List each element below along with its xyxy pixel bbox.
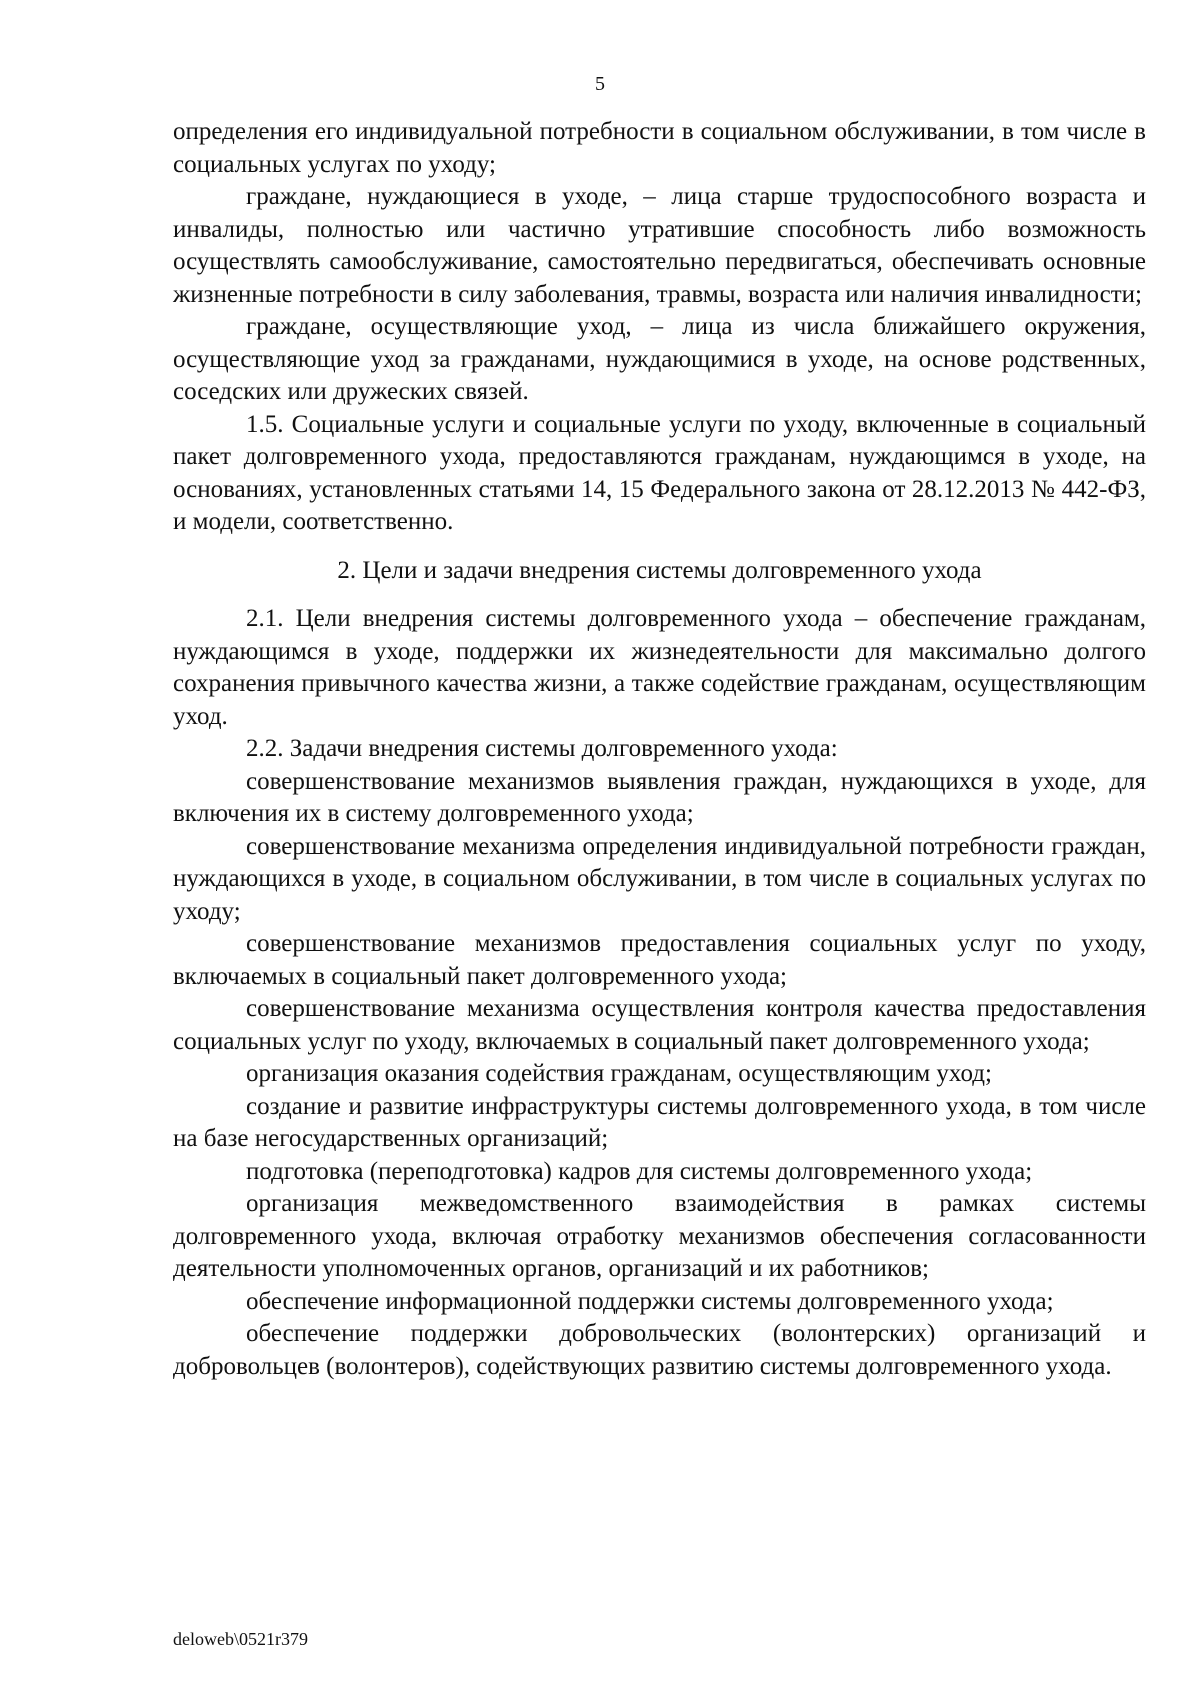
list-item: совершенствование механизмов предоставления социальных услуг по уходу, включаемых в социальный пакет долговременного ухода;: [173, 930, 1146, 990]
section-heading: 2. Цели и задачи внедрения системы долговременного ухода: [337, 556, 982, 584]
list-item: обеспечение поддержки добровольческих (волонтерских) организаций и добровольцев (волонтеров), содействующих развитию системы долговременного ухода.: [173, 1320, 1146, 1380]
list-item: совершенствование механизма осуществления контроля качества предоставления социальных услуг по уходу, включаемых в социальный пакет долговременного ухода;: [173, 995, 1146, 1055]
document-footer-code: deloweb\0521r379: [173, 1629, 308, 1649]
paragraph: 1.5. Социальные услуги и социальные услуги по уходу, включенные в социальный пакет долговременного ухода, предоставляются гражданам, нуждающимся в уходе, на основаниях, установленных статьями 14, 15 Федерального закона от 28.12.2013 № 442-ФЗ, и модели, соответственно.: [173, 410, 1146, 535]
paragraph: определения его индивидуальной потребности в социальном обслуживании, в том числе в социальных услугах по уходу;: [173, 118, 1146, 178]
paragraph: 2.1. Цели внедрения системы долговременного ухода – обеспечение гражданам, нуждающимся в уходе, поддержки их жизнедеятельности для максимально долгого сохранения привычного качества жизни, а также содействие гражданам, осуществляющим уход.: [173, 605, 1146, 730]
list-item: создание и развитие инфраструктуры системы долговременного ухода, в том числе на базе негосударственных организаций;: [173, 1092, 1146, 1152]
paragraph: 2.2. Задачи внедрения системы долговременного ухода:: [246, 735, 838, 762]
paragraph: граждане, нуждающиеся в уходе, – лица старше трудоспособного возраста и инвалиды, полностью или частично утратившие способность либо возможность осуществлять самообслуживание, самостоятельно передвигаться, обеспечивать основные жизненные потребности в силу заболевания, травмы, возраста или наличия инвалидности;: [173, 183, 1146, 308]
list-item: подготовка (переподготовка) кадров для системы долговременного ухода;: [246, 1157, 1033, 1185]
page-number: 5: [595, 73, 605, 95]
list-item: организация межведомственного взаимодействия в рамках системы долговременного ухода, включая отработку механизмов обеспечения согласованности деятельности уполномоченных органов, организаций и их работников;: [173, 1190, 1146, 1282]
paragraph: граждане, осуществляющие уход, – лица из числа ближайшего окружения, осуществляющие уход за гражданами, нуждающимися в уходе, на основе родственных, соседских или дружеских связей.: [173, 313, 1146, 405]
list-item: совершенствование механизмов выявления граждан, нуждающихся в уходе, для включения их в систему долговременного ухода;: [173, 767, 1146, 827]
list-item: организация оказания содействия гражданам, осуществляющим уход;: [246, 1060, 992, 1087]
document-body: [173, 116, 1146, 1383]
list-item: совершенствование механизма определения индивидуальной потребности граждан, нуждающихся в уходе, в социальном обслуживании, в том числе в социальных услугах по уходу;: [173, 832, 1146, 925]
list-item: обеспечение информационной поддержки системы долговременного ухода;: [246, 1287, 1054, 1315]
